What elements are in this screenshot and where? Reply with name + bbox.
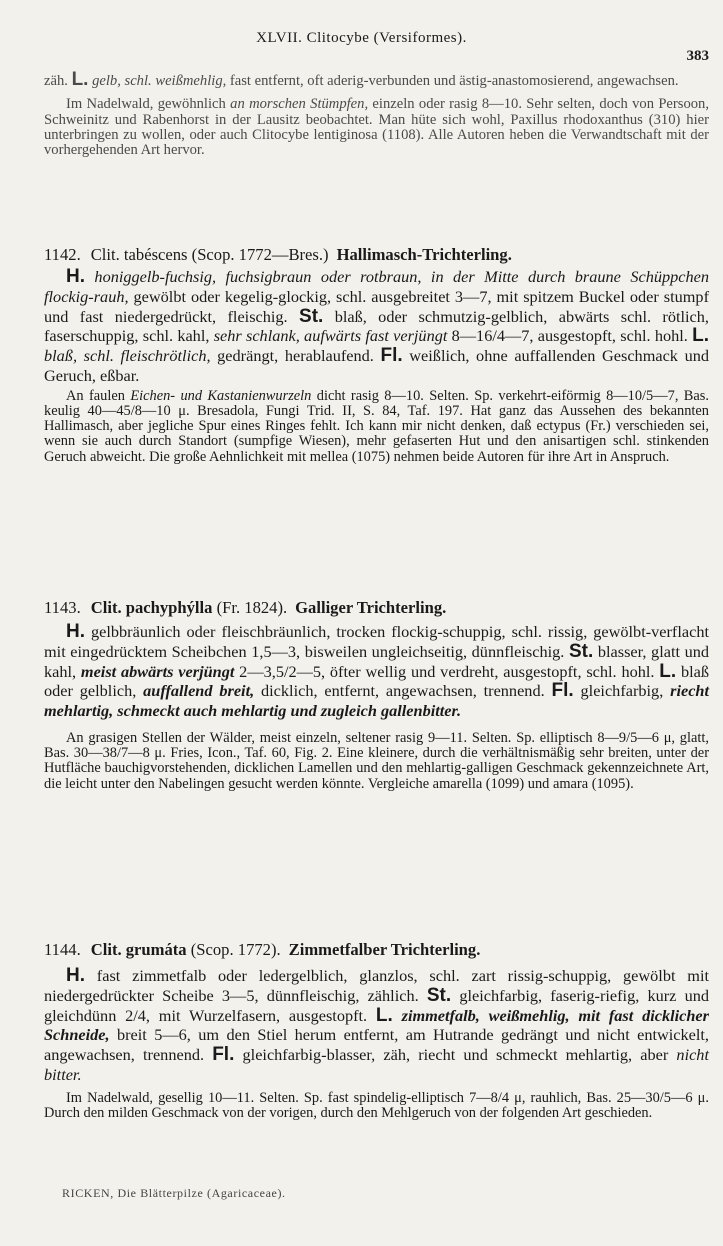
page-number: 383 (686, 48, 709, 64)
entry-description: H. gelbbräunlich oder fleischbräunlich, trocken flockig-schuppig, schl. rissig, gewölbt-verflacht mit eingedrücktem Scheibchen 1,5—3, bisweilen ungleichseitig, dünnfleischig. St. blasser, glatt und kahl, meist abwärts verjüngt 2—3,5/2—5, öfter wellig und verdreht, ausgestopft, schl. hohl. L. blaß oder gelblich, auffallend breit, dicklich, entfernt, angewachsen, trennend. Fl. gleichfarbig, riecht mehlartig, schmeckt auch mehlartig und zugleich gallenbitter. (44, 621, 710, 721)
carryover-note: Im Nadelwald, gewöhnlich an morschen Stümpfen, einzeln oder rasig 8—10. Sehr selten, doch von Persoon, Schweinitz und Rabenhorst in der Lausitz beobachtet. Man hüte sich wohl, Paxillus rhodoxanthus (310) hier unterbringen zu wollen, oder auch Clitocybe lentiginosa (1108). Alle Autoren heben die Verwandtschaft mit der vorhergehenden Art hervor. (44, 96, 709, 159)
entry-1142 (44, 245, 709, 465)
entry-heading: 1143. Clit. pachyphýlla (Fr. 1824). Galliger Trichterling. (44, 598, 447, 617)
entry-note: Im Nadelwald, gesellig 10—11. Selten. Sp. fast spindelig-elliptisch 7—8/4 μ, rauhlich, Bas. 25—30/5—6 μ. Durch den milden Geschmack von der vorigen, durch den Mehlgeruch von der folgenden Art geschieden. (44, 1089, 709, 1121)
carryover-description: zäh. L. gelb, schl. weißmehlig, fast entfernt, oft aderig-verbunden und ästig-anastomosierend, angewachsen. (44, 69, 679, 90)
entry-1144 (44, 940, 709, 1121)
page-footer: RICKEN, Die Blätterpilze (Agaricaceae). (62, 1186, 286, 1200)
entry-note: An grasigen Stellen der Wälder, meist einzeln, seltener rasig 9—11. Selten. Sp. elliptisch 8—9/5—6 μ, glatt, Bas. 30—38/7—8 μ. Fries, Icon., Taf. 60, Fig. 2. Eine kleinere, durch die verhältnismäßig sehr breiten, unter der Hutfläche bauchigvorstehenden, dicklichen Lamellen und den mehlartig-galligen Geschmack gekennzeichnete Art, die leicht unter den Nabelingen gesucht werden könnte. Vergleiche amarella (1099) und amara (1095). (44, 729, 709, 792)
entry-1143 (44, 598, 709, 792)
entry-description: H. fast zimmetfalb oder ledergelblich, glanzlos, schl. zart rissig-schuppig, gewölbt mit niedergedrückter Scheibe 3—5, dünnfleischig, zählich. St. gleichfarbig, faserig-riefig, kurz und gleichdünn 2/4, mit Wurzelfasern, ausgestopft. L. zimmetfalb, weißmehlig, mit fast dicklicher Schneide, breit 5—6, um den Stiel herum entfernt, am Hutrande gedrängt und nicht entwickelt, angewachsen, trennend. Fl. gleichfarbig-blasser, zäh, riecht und schmeckt mehlartig, aber nicht bitter. (44, 965, 709, 1084)
entry-heading: 1144. Clit. grumáta (Scop. 1772). Zimmetfalber Trichterling. (44, 940, 481, 959)
running-head: XLVII. Clitocybe (Versiformes). (256, 30, 467, 46)
entry-heading: 1142. Clit. tabéscens (Scop. 1772—Bres.) Hallimasch-Trichterling. (44, 245, 512, 264)
entry-description: H. honiggelb-fuchsig, fuchsigbraun oder rotbraun, in der Mitte durch braune Schüppchen flockig-rauh, gewölbt oder kegelig-glockig, schl. ausgebreitet 3—7, mit spitzem Buckel oder stumpf und fast niedergedrückt, fleischig. St. blaß, oder schmutzig-gelblich, abwärts schl. rötlich, faserschuppig, schl. kahl, sehr schlank, aufwärts fast verjüngt 8—16/4—7, ausgestopft, schl. hohl. L. blaß, schl. fleischrötlich, gedrängt, herablaufend. Fl. weißlich, ohne auffallenden Geschmack und Geruch, eßbar. (44, 266, 709, 385)
entry-note: An faulen Eichen- und Kastanienwurzeln dicht rasig 8—10. Selten. Sp. verkehrt-eiförmig 8—10/5—7, Bas. keulig 40—45/8—10 μ. Bresadola, Fungi Trid. II, S. 84, Taf. 197. Hat ganz das Aussehen des bekannten Hallimasch, aber jegliche Spur eines Ringes fehlt. Ich kann mir nicht denken, daß ectypus (Fr.) verschieden sei, wenn sie auch durch Standort (sumpfige Wiesen), mehr gefaserten Hut und den anisartigen schl. stinkenden Geruch abweicht. Die große Aehnlichkeit mit mellea (1075) nehmen beide Autoren für ihre Art in Anspruch. (44, 387, 709, 465)
carryover-section (44, 69, 709, 159)
lamellae-label: L. (71, 69, 89, 90)
